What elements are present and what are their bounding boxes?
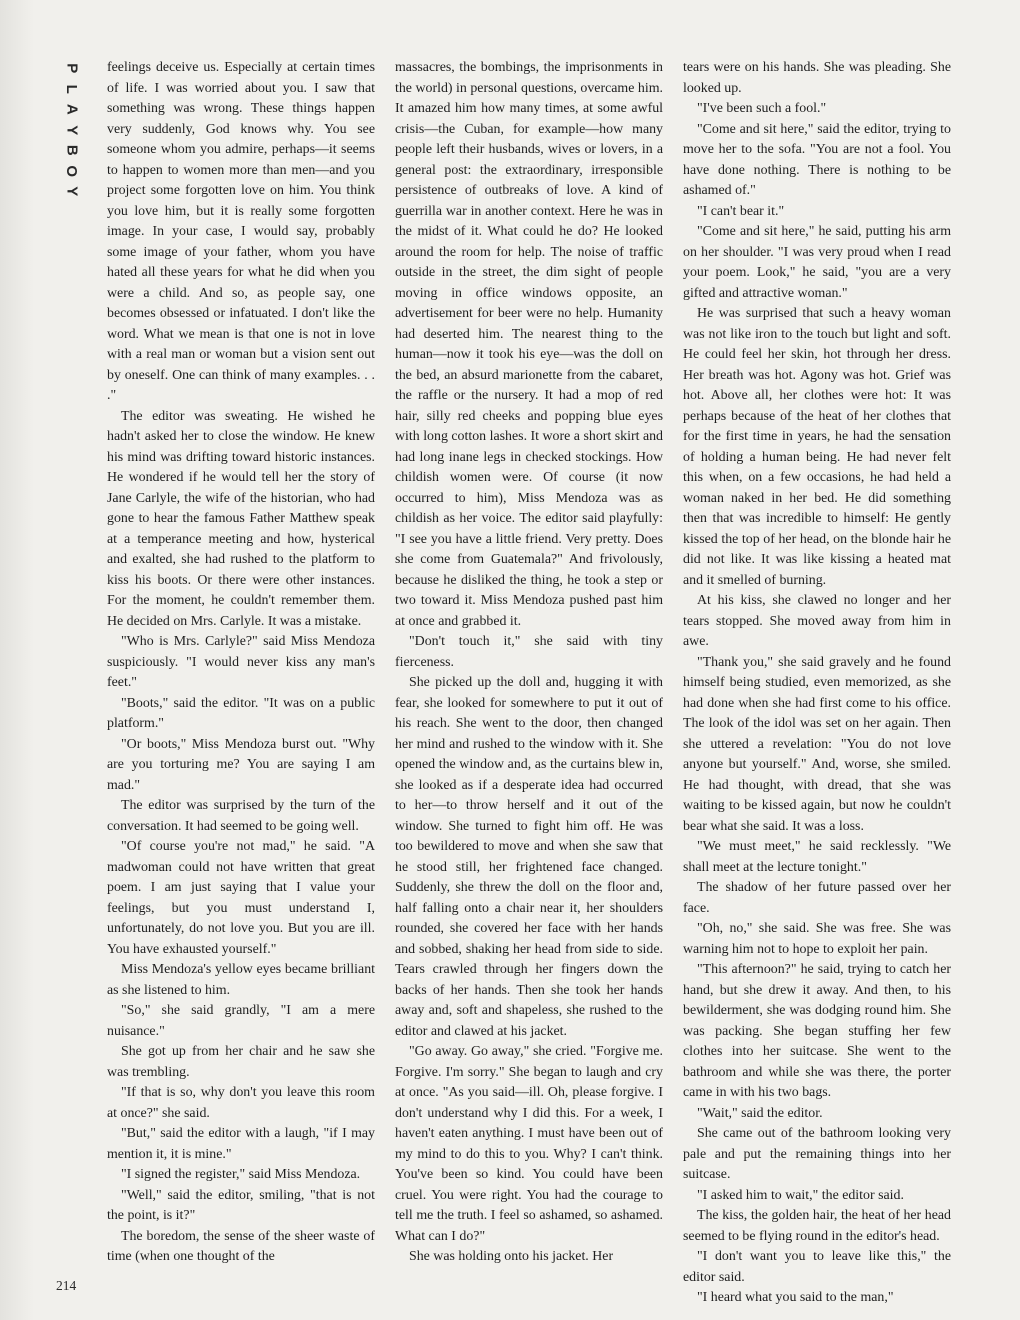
paragraph: "Wait," said the editor. xyxy=(697,1105,823,1121)
paragraph: The shadow of her future passed over her face. xyxy=(683,880,951,916)
paragraph: "Boots," said the editor. "It was on a public platform." xyxy=(107,695,375,731)
running-head-letter: O xyxy=(63,164,81,177)
page-number: 214 xyxy=(56,1278,77,1293)
paragraph: feelings deceive us. Especially at certain times of life. I was worried about you. I saw that something was wrong. These things happen very suddenly, God knows why. You see someone whom you admire, perhaps—it seems to happen to women more than men—and you project some forgotten love on him. You think you love him, but it is really some forgotten image. In your case, I would say, probably some image of your father, whom you have hated all these years for what he did when you were a child. And so, as people say, one becomes obsessed or infatuated. I don't like the word. What we mean is that one is not in love with a real man or woman but a vision sent out by oneself. One can think of many examples. . . ." xyxy=(107,60,375,403)
paragraph: She came out of the bathroom looking very pale and put the remaining things into her suitcase. xyxy=(683,1126,951,1182)
paragraph: "So," she said grandly, "I am a mere nuisance." xyxy=(107,1003,375,1039)
text-column-1 xyxy=(107,58,375,1268)
running-head-letter: L xyxy=(63,84,81,94)
paragraph: The editor was surprised by the turn of the conversation. It had seemed to be going well. xyxy=(107,798,375,834)
paragraph: "I've been such a fool." xyxy=(697,101,827,116)
running-head-letter: Y xyxy=(63,186,81,197)
paragraph: "But," said the editor with a laugh, "if I may mention it, it is mine." xyxy=(107,1126,375,1162)
paragraph: "I signed the register," said Miss Mendoza. xyxy=(121,1167,361,1182)
paragraph: "I don't want you to leave like this," the editor said. xyxy=(683,1249,951,1285)
paragraph: "Or boots," Miss Mendoza burst out. "Why are you torturing me? You are saying I am mad." xyxy=(107,736,375,793)
page-edge-shadow xyxy=(0,0,34,1320)
paragraph: "Come and sit here," he said, putting his arm on her shoulder. "I was very proud when I read your poem. Look," he said, "you are a very gifted and attractive woman." xyxy=(683,224,951,301)
paragraph: "Who is Mrs. Carlyle?" said Miss Mendoza suspiciously. "I would never kiss any man's feet." xyxy=(107,634,375,690)
paragraph: "Thank you," she said gravely and he found himself being studied, even memorized, as she had done when she had first come to his office. The look of the idol was set on her again. Then she uttered a revelation: "You do not love anyone but yourself." And, worse, she smiled. He had thought, with dread, that she was waiting to be kissed again, but now he couldn't bear what she said. It was a loss. xyxy=(683,654,951,834)
paragraph: "Well," said the editor, smiling, "that is not the point, is it?" xyxy=(107,1187,375,1223)
paragraph: "I asked him to wait," the editor said. xyxy=(697,1187,904,1203)
paragraph: "Come and sit here," said the editor, trying to move her to the sofa. "You are not a fool. You have done nothing. There is nothing to be ashamed of." xyxy=(683,121,951,198)
paragraph: She was holding onto his jacket. Her xyxy=(409,1249,614,1264)
paragraph: She got up from her chair and he saw she was trembling. xyxy=(107,1044,375,1080)
paragraph: "This afternoon?" he said, trying to catch her hand, but she drew it away. And then, to his bewilderment, she was dodging round him. She was packing. She began stuffing her few clothes into her suitcase. She went to the bathroom and while she was there, the porter came in with his two bags. xyxy=(683,962,951,1100)
paragraph: The editor was sweating. He wished he hadn't asked her to close the window. He knew his mind was drifting toward historic instances. He wondered if he would tell her the story of Jane Carlyle, the wife of the historian, who had gone to hear the famous Father Matthew speak at a temperance meeting and how, hysterical and exalted, she had rushed to the platform to kiss his boots. Or there were other instances. For the moment, he couldn't remember them. He decided on Mrs. Carlyle. It was a mistake. xyxy=(107,408,375,629)
running-head-letter: P xyxy=(63,63,81,74)
paragraph: "Of course you're not mad," he said. "A madwoman could not have written that great poem. I am just saying that I value your feelings, but you must understand I, unfortunately, do not love you. But you are ill. You have exhausted yourself." xyxy=(107,839,375,957)
paragraph: At his kiss, she clawed no longer and her tears stopped. She moved away from him in awe. xyxy=(683,593,951,649)
paragraph: He was surprised that such a heavy woman was not like iron to the touch but light and soft. He could feel her skin, hot through her dress. Her breath was hot. Agony was hot. Grief was hot. Above all, her clothes were hot: It was perhaps because of the heat of her clothes that for the first time in years, he had the sensation of holding a human being. He had never felt this when, on a few occasions, he had held a woman naked in her bed. He did something then that was incredible to himself: He gently kissed the top of her head, on the blonde hair he did not like. It was like kissing a heated mat and it smelled of burning. xyxy=(683,306,951,588)
running-head-playboy xyxy=(56,58,86,202)
paragraph: "Go away. Go away," she cried. "Forgive me. Forgive. I'm sorry." She began to laugh and cry at once. "As you said—ill. Oh, please forgive. I don't understand why I did this. For a week, I haven't eaten anything. I must have been out of my mind to do this to you. Why? I can't think. You've been so kind. You could have been cruel. You were right. You had the courage to tell me the truth. I feel so ashamed, so ashamed. What can I do?" xyxy=(395,1044,663,1244)
paragraph: tears were on his hands. She was pleading. She looked up. xyxy=(683,60,951,96)
paragraph: massacres, the bombings, the imprisonments in the world) in personal questions, overcame him. It amazed him how many times, at some awful crisis—the Cuban, for example—how many people left their husbands, wives or lovers, in a general post: the extraordinary, irresponsible persistence of outbreaks of love. A kind of guerrilla war in another context. Here he was in the midst of it. What could he do? He looked around the room for help. The noise of traffic outside in the street, the dim sight of people moving in office windows opposite, an advertisement for beer were no help. Humanity had deserted him. The nearest thing to the human—now it took his eye—was the doll on the bed, an absurd marionette from the cabaret, the raffle or the nursery. It had a mop of red hair, silly red cheeks and popping blue eyes with long cotton lashes. It wore a short skirt and had long inane legs in checked stockings. How childish women were. Of course (it now occurred to him), Miss Mendoza was as childish as her voice. The editor said playfully: "I see you have a little friend. Very pretty. Does she come from Guatemala?" And frivolously, because he disliked the thing, he took a step or two toward it. Miss Mendoza pushed past him at once and grabbed it. xyxy=(395,60,663,629)
running-head-letter: A xyxy=(63,103,81,115)
paragraph: The boredom, the sense of the sheer waste of time (when one thought of the xyxy=(107,1228,375,1264)
running-head-letter: B xyxy=(63,144,81,156)
paragraph: "I can't bear it." xyxy=(697,203,785,219)
paragraph: "We must meet," he said recklessly. "We shall meet at the lecture tonight." xyxy=(683,839,951,875)
paragraph: She picked up the doll and, hugging it with fear, she looked for somewhere to put it out of his reach. She went to the door, then changed her mind and rushed to the window with it. She opened the window and, as the curtains blew in, she looked as if a desperate idea had occurred to her—to throw herself and it out of the window. She turned to fight him off. He was too bewildered to move and when she saw that he stood still, her frightened face changed. Suddenly, she threw the doll on the floor and, half falling onto a chair near it, her shoulders rounded, she covered her face with her hands and sobbed, shaking her head from side to side. Tears crawled through her fingers down the backs of her hands. Then she took her hands away and, soft and shapeless, she rushed to the editor and clawed at his jacket. xyxy=(395,675,663,1039)
paragraph: "Oh, no," she said. She was free. She was warning him not to hope to exploit her pain. xyxy=(683,921,951,957)
running-head-letter: Y xyxy=(63,124,81,135)
paragraph: "I heard what you said to the man," xyxy=(697,1290,894,1305)
text-column-2 xyxy=(395,58,663,1268)
text-column-3 xyxy=(683,58,951,1309)
paragraph: The kiss, the golden hair, the heat of her head seemed to be flying round in the editor's head. xyxy=(683,1208,951,1244)
paragraph: "If that is so, why don't you leave this room at once?" she said. xyxy=(107,1085,375,1121)
paragraph: "Don't touch it," she said with tiny fierceness. xyxy=(395,634,663,670)
paragraph: Miss Mendoza's yellow eyes became brilliant as she listened to him. xyxy=(107,962,375,998)
